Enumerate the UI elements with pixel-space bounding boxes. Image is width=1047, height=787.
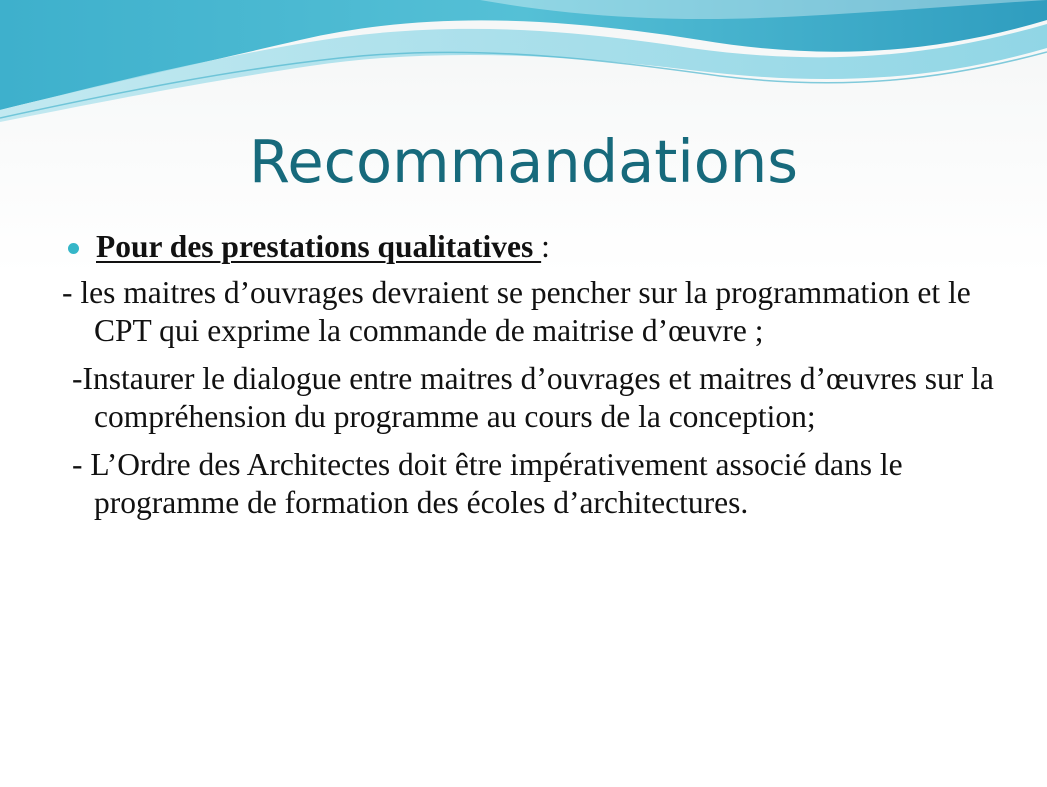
- bullet-dot-icon: [68, 243, 79, 254]
- header-wave-decoration: [0, 0, 1047, 130]
- slide-title: Recommandations: [248, 127, 799, 196]
- paragraph-1: - les maitres d’ouvrages devraient se pencher sur la programmation et le CPT qui exprime la commande de maitrise d’œuvre ;: [62, 275, 971, 348]
- bullet-heading: Pour des prestations qualitatives: [96, 229, 542, 264]
- paragraph-3: - L’Ordre des Architectes doit être impérativement associé dans le programme de formation des écoles d’architectures.: [72, 447, 903, 520]
- paragraph-2: -Instaurer le dialogue entre maitres d’ouvrages et maitres d’œuvres sur la compréhension du programme au cours de la conception;: [72, 361, 994, 434]
- bullet-item: [62, 228, 1002, 266]
- slide-content: [62, 228, 1002, 532]
- bullet-heading-suffix: :: [541, 229, 550, 264]
